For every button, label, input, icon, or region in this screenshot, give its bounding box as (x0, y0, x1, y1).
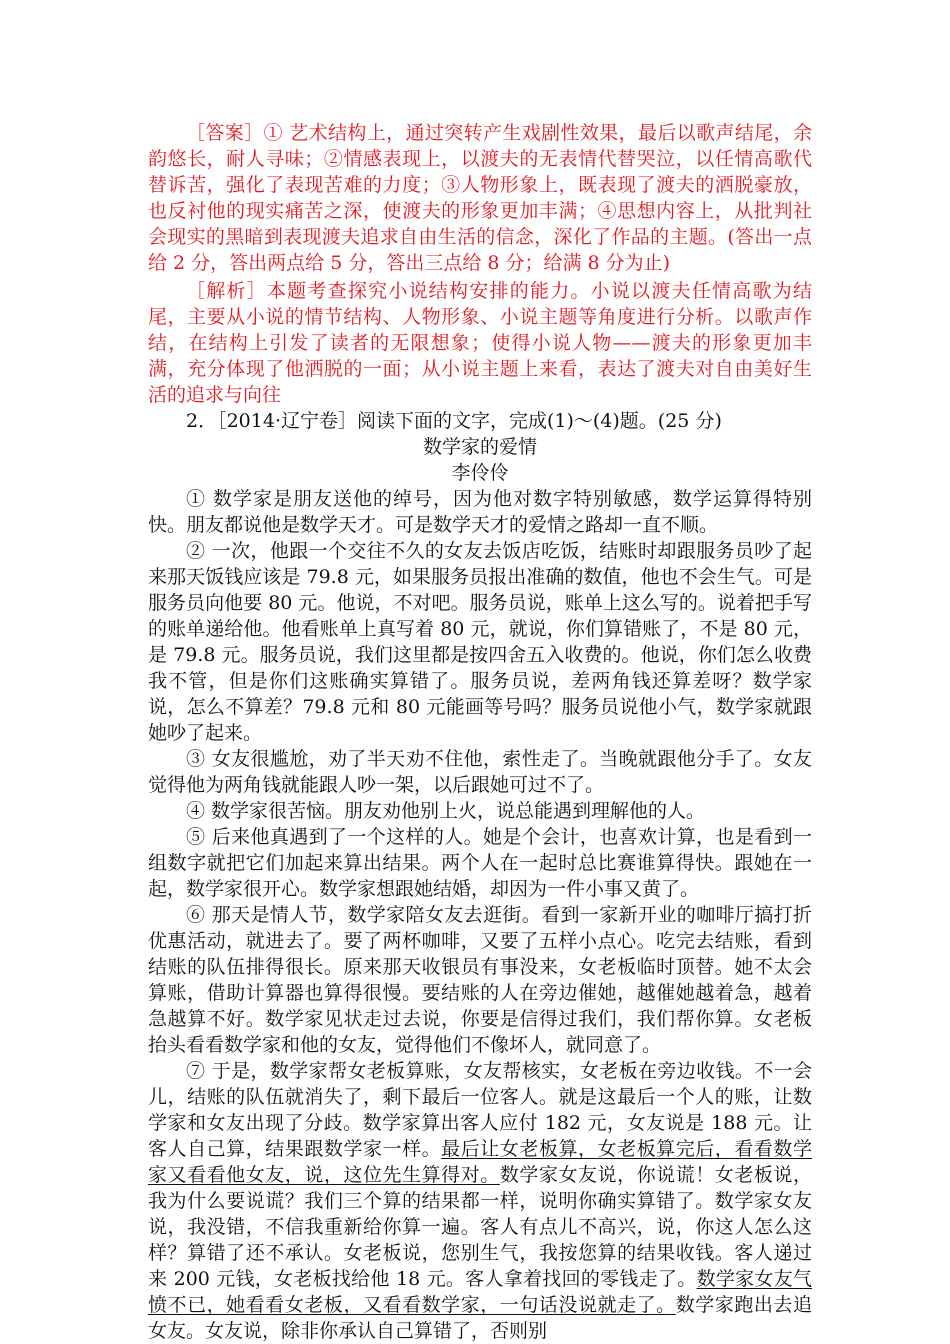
story-paragraph-5: ⑤ 后来他真遇到了一个这样的人。她是个会计，也喜欢计算，也是看到一组数字就把它们加起来算出结果。两个人在一起时总比赛谁算得快。跟她在一起，数学家很开心。数学家想跟她结婚，却因为一件小事又黄了。 (148, 826, 812, 900)
analysis-text: 本题考查探究小说结构安排的能力。小说以渡夫任情高歌为结尾，主要从小说的情节结构、人物形象、小说主题等角度进行分析。以歌声作结，在结构上引发了读者的无限想象；使得小说人物——渡夫的形象更加丰满，充分体现了他洒脱的一面；从小说主题上来看，表达了渡夫对自由美好生活的追求与向往 (148, 280, 812, 406)
story-paragraph-7-part-c: 数学家跑出去追女友。女友说，除非你承认自己算错了，否则别 (148, 1294, 812, 1342)
story-paragraph-3: ③ 女友很尴尬，劝了半天劝不住他，索性走了。当晚就跟他分手了。女友觉得他为两角钱就能跟人吵一架，以后跟她可过不了。 (148, 748, 812, 796)
story-paragraph-7-part-a: ⑦ 于是，数学家帮女老板算账，女友帮核实，女老板在旁边收钱。不一会儿，结账的队伍就消失了，剩下最后一位客人。就是这最后一个人的账，让数学家和女友出现了分歧。数学家算出客人应付 182 元，女友说是 188 元。让客人自己算，结果跟数学家一样。 (148, 1060, 812, 1160)
story-paragraph-2: ② 一次，他跟一个交往不久的女友去饭店吃饭，结账时却跟服务员吵了起来那天饭钱应该是 79.8 元，如果服务员报出准确的数值，他也不会生气。可是服务员向他要 80 元。他说，不对吧。服务员说，账单上这么写的。说着把手写的账单递给他。他看账单上真写着 80 元，就说，你们算错账了，不是 80 元，是 79.8 元。服务员说，我们这里都是按四舍五入收费的。他说，你们怎么收费我不管，但是你们这账确实算错了。服务员说，差两角钱还算差呀？数学家说，怎么不算差？79.8 元和 80 元能画等号吗？服务员说他小气，数学家就跟她吵了起来。 (148, 540, 812, 744)
answer-paragraph (148, 120, 812, 276)
story-paragraph-1: ① 数学家是朋友送他的绰号，因为他对数字特别敏感，数学运算得特别快。朋友都说他是数学天才。可是数学天才的爱情之路却一直不顺。 (148, 488, 812, 536)
analysis-paragraph (148, 278, 812, 408)
analysis-label: ［解析］ (186, 280, 267, 302)
story-title: 数学家的爱情 (422, 436, 537, 458)
answer-text: ① 艺术结构上，通过突转产生戏剧性效果，最后以歌声结尾，余韵悠长，耐人寻味；②情感表现上，以渡夫的无表情代替哭泣，以任情高歌代替诉苦，强化了表现苦难的力度；③人物形象上，既表现了渡夫的洒脱豪放，也反衬他的现实痛苦之深，使渡夫的形象更加丰满；④思想内容上，从批判社会现实的黑暗到表现渡夫追求自由生活的信念，深化了作品的主题。(答出一点给 2 分，答出两点给 5 分，答出三点给 8 分；给满 8 分为止) (148, 122, 812, 274)
question-heading: 2．［2014·辽宁卷］阅读下面的文字，完成(1)～(4)题。(25 分) (186, 410, 722, 432)
story-paragraph-7 (148, 1058, 812, 1344)
answer-label: ［答案］ (186, 122, 264, 144)
underlined-sentence-1: 最后让女老板算，女老板算完后，看看数学家又看看他女友，说，这位先生算得对。 (148, 1138, 812, 1186)
document-page (148, 120, 812, 1344)
story-author: 李伶伶 (451, 462, 509, 484)
story-paragraph-6: ⑥ 那天是情人节，数学家陪女友去逛街。看到一家新开业的咖啡厅搞打折优惠活动，就进去了。要了两杯咖啡，又要了五样小点心。吃完去结账，看到结账的队伍排得很长。原来那天收银员有事没来，女老板临时顶替。她不太会算账，借助计算器也算得很慢。要结账的人在旁边催她，越催她越着急，越着急越算不好。数学家见状走过去说，你要是信得过我们，我们帮你算。女老板抬头看看数学家和他的女友，觉得他们不像坏人，就同意了。 (148, 904, 812, 1056)
story-paragraph-4: ④ 数学家很苦恼。朋友劝他别上火，说总能遇到理解他的人。 (186, 800, 706, 822)
underlined-sentence-2: 数学家女友气愤不已，她看看女老板，又看看数学家，一句话没说就走了。 (148, 1268, 812, 1316)
story-paragraph-7-part-b: 数学家女友说，你说谎！女老板说，我为什么要说谎？我们三个算的结果都一样，说明你确实算错了。数学家女友说，我没错，不信我重新给你算一遍。客人有点儿不高兴，说，你这人怎么这样？算错了还不承认。女老板说，您别生气，我按您算的结果收钱。客人递过来 200 元钱，女老板找给他 18 元。客人拿着找回的零钱走了。 (148, 1164, 812, 1290)
